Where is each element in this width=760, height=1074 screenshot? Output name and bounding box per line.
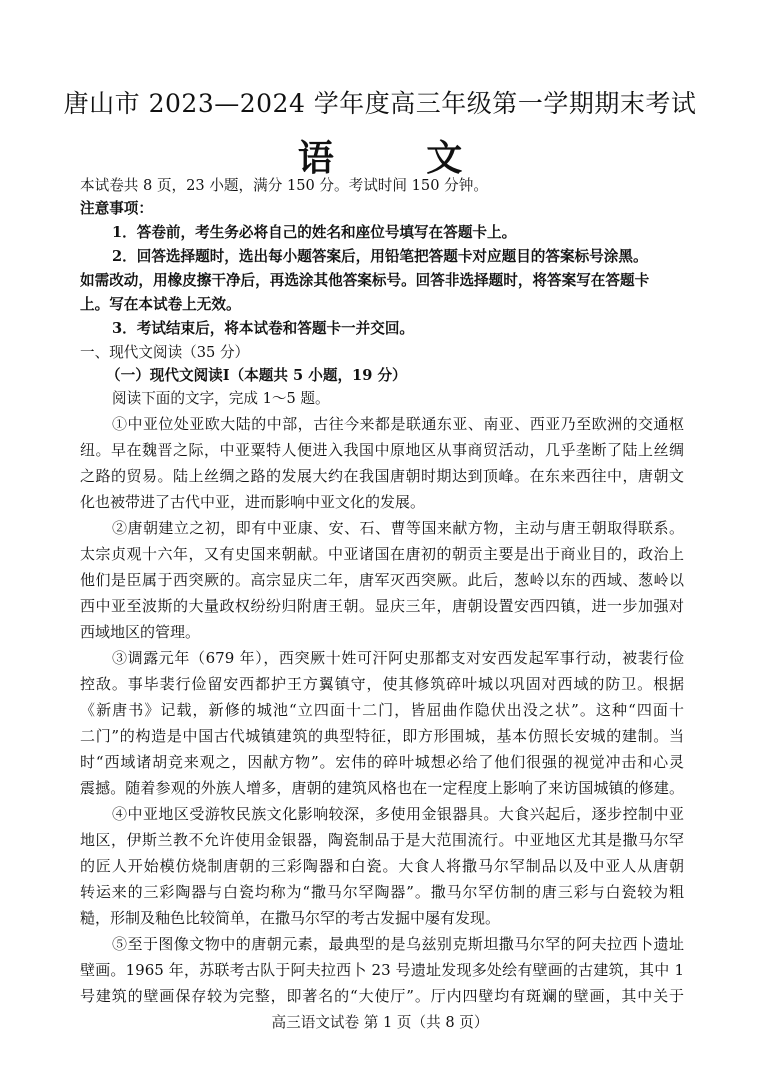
reading-instruction: 阅读下面的文字，完成 1～5 题。 [112,390,330,407]
passage-p3-line-3: 《新唐书》记载，新修的城池“立四面十二门，皆屈曲作隐伏出没之状”。这种“四面十 [80,701,684,719]
passage-p4-line-1: ④中亚地区受游牧民族文化影响较深，多使用金银器具。大食兴起后，逐步控制中亚 [112,805,684,823]
notice-item-2-line-1: 2．回答选择题时，选出每小题答案后，用铅笔把答题卡对应题目的答案标号涂黑。 [112,248,648,265]
passage-p5-line-3: 号建筑的壁画保存较为完整，即著名的“大使厅”。厅内四壁均有斑斓的壁画，其中关于 [80,987,684,1005]
notice-item-2-line-2: 如需改动，用橡皮擦干净后，再选涂其他答案标号。回答非选择题时，将答案写在答题卡 [80,272,650,289]
section-heading: 一、现代文阅读（35 分） [80,344,250,361]
passage-p2-line-3: 他们是臣属于西突厥的。高宗显庆二年，唐军灭西突厥。此后，葱岭以东的西域、葱岭以 [80,571,684,589]
exam-intro: 本试卷共 8 页，23 小题，满分 150 分。考试时间 150 分钟。 [80,177,488,194]
notice-item-3: 3．考试结束后，将本试卷和答题卡一并交回。 [112,320,415,337]
passage-p3-line-5: 时“西域诸胡竞来观之，因献方物”。宏伟的碎叶城想必给了他们很强的视觉冲击和心灵 [80,753,684,771]
exam-title: 唐山市 2023—2024 学年度高三年级第一学期期末考试 [63,89,697,118]
passage-p5-line-1: ⑤至于图像文物中的唐朝元素，最典型的是乌兹别克斯坦撒马尔罕的阿夫拉西卜遗址 [112,935,684,953]
page-footer: 高三语文试卷 第 1 页（共 8 页） [271,1014,489,1031]
passage-p4-line-2: 地区，伊斯兰教不允许使用金银器，陶瓷制品于是大范围流行。中亚地区尤其是撒马尔罕 [80,831,684,849]
passage-p2-line-5: 西域地区的管理。 [80,623,201,641]
subsection-heading: （一）现代文阅读Ⅰ（本题共 5 小题，19 分） [106,367,407,384]
passage-p3-line-2: 控敌。事毕裴行俭留安西都护王方翼镇守，使其修筑碎叶城以巩固对西域的防卫。根据 [80,675,684,693]
notice-item-1: 1．答卷前，考生务必将自己的姓名和座位号填写在答题卡上。 [112,224,517,241]
passage-p2-line-4: 西中亚至波斯的大量政权纷纷归附唐王朝。显庆三年，唐朝设置安西四镇，进一步加强对 [80,597,684,615]
passage-p1-line-2: 纽。早在魏晋之际，中亚粟特人便进入我国中原地区从事商贸活动，几乎垄断了陆上丝绸 [80,441,684,459]
passage-p2-line-2: 太宗贞观十六年，又有史国来朝献。中亚诸国在唐初的朝贡主要是出于商业目的，政治上 [80,545,684,563]
subject-title: 语 文 [297,137,503,179]
passage-p1-line-3: 之路的贸易。陆上丝绸之路的发展大约在我国唐朝时期达到顶峰。在东来西往中，唐朝文 [80,467,684,485]
passage-p2-line-1: ②唐朝建立之初，即有中亚康、安、石、曹等国来献方物，主动与唐王朝取得联系。 [112,519,684,537]
passage-p4-line-4: 转运来的三彩陶器与白瓷均称为“撒马尔罕陶器”。撒马尔罕仿制的唐三彩与白瓷较为粗 [80,883,684,901]
passage-p4-line-5: 糙，形制及釉色比较简单，在撒马尔罕的考古发掘中屡有发现。 [80,909,501,927]
passage-p3-line-4: 二门”的构造是中国古代城镇建筑的典型特征，即方形围城，基本仿照长安城的建制。当 [80,727,684,745]
passage-p3-line-1: ③调露元年（679 年），西突厥十姓可汗阿史那都支对安西发起军事行动，被裴行俭 [112,649,684,667]
passage-p5-line-2: 壁画。1965 年，苏联考古队于阿夫拉西卜 23 号遗址发现多处绘有壁画的古建筑，其中 1 [80,961,684,979]
notice-heading: 注意事项： [80,200,153,217]
passage-p3-line-6: 震撼。随着参观的外族人增多，唐朝的建筑风格也在一定程度上影响了来访国城镇的修建。 [80,779,684,797]
passage-p1-line-4: 化也被带进了古代中亚，进而影响中亚文化的发展。 [80,493,426,511]
passage-p4-line-3: 的匠人开始模仿烧制唐朝的三彩陶器和白瓷。大食人将撒马尔罕制品以及中亚人从唐朝 [80,857,684,875]
passage-p1-line-1: ①中亚位处亚欧大陆的中部，古往今来都是联通东亚、南亚、西亚乃至欧洲的交通枢 [112,415,684,433]
notice-item-2-line-3: 上。写在本试卷上无效。 [80,296,241,313]
